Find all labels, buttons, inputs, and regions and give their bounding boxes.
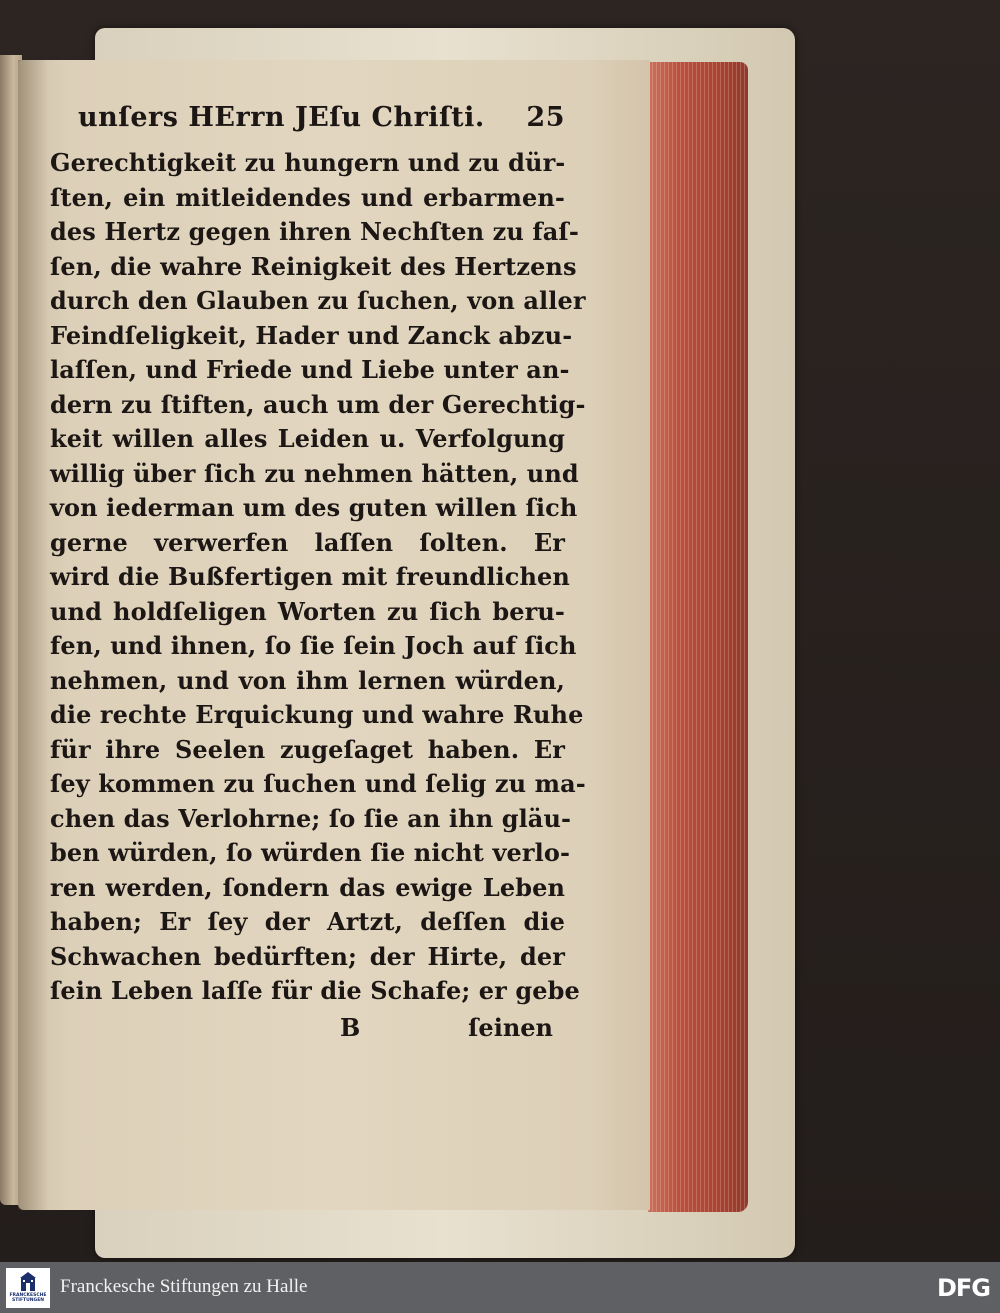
text-line: keit willen alles Leiden u. Verfolgung: [50, 424, 565, 453]
institution-name: Franckesche Stiftungen zu Halle: [60, 1276, 308, 1297]
text-line: gerne verwerfen laſſen ſolten. Er: [50, 527, 565, 557]
text-line: Schwachen bedürften; der Hirte, der: [50, 941, 565, 971]
text-line: ſen, die wahre Reinigkeit des Hertzens: [50, 251, 577, 281]
text-line: Gerechtigkeit zu hungern und zu dür-: [50, 148, 566, 177]
text-line: fen, und ihnen, ſo ſie ſein Joch auf ſich: [50, 631, 577, 660]
text-line: nehmen, und von ihm lernen würden,: [50, 665, 565, 695]
catchword: ſeinen: [468, 1012, 553, 1042]
credit-bar: [0, 1262, 1000, 1313]
text-line: Feindſeligkeit, Hader und Zanck abzu-: [50, 320, 573, 350]
running-title: unſers HErrn JEſu Chriſti.: [78, 102, 485, 133]
text-line: wird die Bußfertigen mit freundlichen: [50, 562, 570, 591]
text-line: ſten, ein mitleidendes und erbarmen-: [50, 182, 565, 212]
building-emblem-icon: [20, 1272, 36, 1292]
text-line: haben; Er ſey der Artzt, deſſen die: [50, 907, 565, 936]
text-line: durch den Glauben zu ſuchen, von aller: [50, 286, 586, 315]
page-gutter-shadow: [18, 60, 48, 1210]
text-line: laſſen, und Friede und Liebe unter an-: [50, 355, 570, 384]
text-line: für ihre Seelen zugeſaget haben. Er: [50, 734, 565, 764]
franckesche-stiftungen-logo[interactable]: [6, 1268, 50, 1308]
logo-caption: FRANCKESCHE STIFTUNGEN: [9, 1293, 47, 1303]
text-line: ſein Leben laſſe für die Schafe; er gebe: [50, 976, 580, 1005]
text-line: die rechte Erquickung und wahre Ruhe: [50, 700, 584, 729]
body-text: [50, 146, 586, 1009]
page-edges: [648, 62, 748, 1212]
text-line: des Hertz gegen ihren Nechſten zu faſ-: [50, 217, 579, 246]
text-line: und holdſeligen Worten zu ſich beru-: [50, 596, 565, 626]
text-line: ſey kommen zu ſuchen und ſelig zu ma-: [50, 769, 586, 798]
dfg-logo[interactable]: DFG: [936, 1274, 990, 1302]
signature-mark: B: [340, 1012, 361, 1042]
text-line: willig über ſich zu nehmen hätten, und: [50, 458, 579, 488]
text-line: dern zu ſtiften, auch um der Gerechtig-: [50, 389, 586, 419]
text-line: von iederman um des guten willen ſich: [50, 493, 578, 522]
text-line: ren werden, ſondern das ewige Leben: [50, 872, 565, 902]
text-line: chen das Verlohrne; ſo ſie an ihn gläu-: [50, 803, 572, 833]
page-header: [50, 100, 565, 146]
text-line: ben würden, ſo würden ſie nicht verlo-: [50, 838, 570, 867]
page-text-block: [50, 100, 586, 1053]
page-number: 25: [526, 102, 565, 133]
page-footer: [50, 1013, 565, 1053]
